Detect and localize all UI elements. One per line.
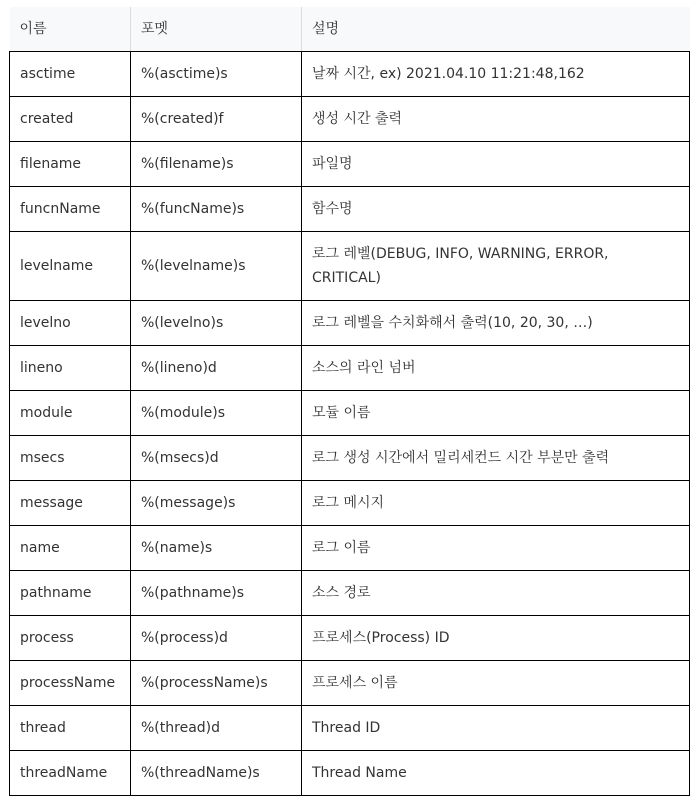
cell-description: 파일명 xyxy=(302,142,690,187)
logging-format-table-container xyxy=(9,7,690,796)
table-row xyxy=(10,232,690,301)
table-row xyxy=(10,391,690,436)
table-row xyxy=(10,346,690,391)
table-row xyxy=(10,52,690,97)
cell-format: %(message)s xyxy=(131,481,302,526)
table-row xyxy=(10,301,690,346)
cell-name: lineno xyxy=(10,346,131,391)
table-row xyxy=(10,571,690,616)
cell-name: levelname xyxy=(10,232,131,301)
cell-format: %(pathname)s xyxy=(131,571,302,616)
table-row xyxy=(10,661,690,706)
cell-format: %(created)f xyxy=(131,97,302,142)
table-row xyxy=(10,97,690,142)
cell-format: %(levelname)s xyxy=(131,232,302,301)
table-row xyxy=(10,187,690,232)
cell-format: %(process)d xyxy=(131,616,302,661)
cell-format: %(name)s xyxy=(131,526,302,571)
cell-format: %(funcName)s xyxy=(131,187,302,232)
cell-name: threadName xyxy=(10,751,131,796)
cell-format: %(lineno)d xyxy=(131,346,302,391)
cell-description: 함수명 xyxy=(302,187,690,232)
cell-description: 날짜 시간, ex) 2021.04.10 11:21:48,162 xyxy=(302,52,690,97)
cell-name: thread xyxy=(10,706,131,751)
header-format: 포멧 xyxy=(131,7,302,52)
cell-format: %(processName)s xyxy=(131,661,302,706)
cell-format: %(msecs)d xyxy=(131,436,302,481)
table-row xyxy=(10,481,690,526)
cell-format: %(module)s xyxy=(131,391,302,436)
cell-description: Thread Name xyxy=(302,751,690,796)
cell-description: 모듈 이름 xyxy=(302,391,690,436)
cell-description: Thread ID xyxy=(302,706,690,751)
cell-description: 소스 경로 xyxy=(302,571,690,616)
cell-format: %(filename)s xyxy=(131,142,302,187)
cell-description: 로그 레벨을 수치화해서 출력(10, 20, 30, …) xyxy=(302,301,690,346)
cell-name: levelno xyxy=(10,301,131,346)
table-row xyxy=(10,142,690,187)
table-row xyxy=(10,616,690,661)
cell-format: %(threadName)s xyxy=(131,751,302,796)
cell-description: 로그 레벨(DEBUG, INFO, WARNING, ERROR, CRITICAL) xyxy=(302,232,690,301)
cell-name: process xyxy=(10,616,131,661)
cell-name: processName xyxy=(10,661,131,706)
header-name: 이름 xyxy=(10,7,131,52)
cell-name: name xyxy=(10,526,131,571)
cell-format: %(levelno)s xyxy=(131,301,302,346)
logging-format-table xyxy=(9,7,690,796)
table-header-row xyxy=(10,7,690,52)
table-row xyxy=(10,526,690,571)
cell-format: %(asctime)s xyxy=(131,52,302,97)
table-row xyxy=(10,751,690,796)
cell-description: 로그 메시지 xyxy=(302,481,690,526)
cell-description: 로그 이름 xyxy=(302,526,690,571)
cell-description: 로그 생성 시간에서 밀리세컨드 시간 부분만 출력 xyxy=(302,436,690,481)
cell-name: funcnName xyxy=(10,187,131,232)
cell-name: asctime xyxy=(10,52,131,97)
table-row xyxy=(10,436,690,481)
cell-description: 프로세스 이름 xyxy=(302,661,690,706)
table-row xyxy=(10,706,690,751)
cell-name: created xyxy=(10,97,131,142)
cell-name: message xyxy=(10,481,131,526)
cell-name: filename xyxy=(10,142,131,187)
cell-description: 소스의 라인 넘버 xyxy=(302,346,690,391)
cell-description: 프로세스(Process) ID xyxy=(302,616,690,661)
cell-name: msecs xyxy=(10,436,131,481)
cell-description: 생성 시간 출력 xyxy=(302,97,690,142)
cell-format: %(thread)d xyxy=(131,706,302,751)
header-description: 설명 xyxy=(302,7,690,52)
cell-name: module xyxy=(10,391,131,436)
cell-name: pathname xyxy=(10,571,131,616)
